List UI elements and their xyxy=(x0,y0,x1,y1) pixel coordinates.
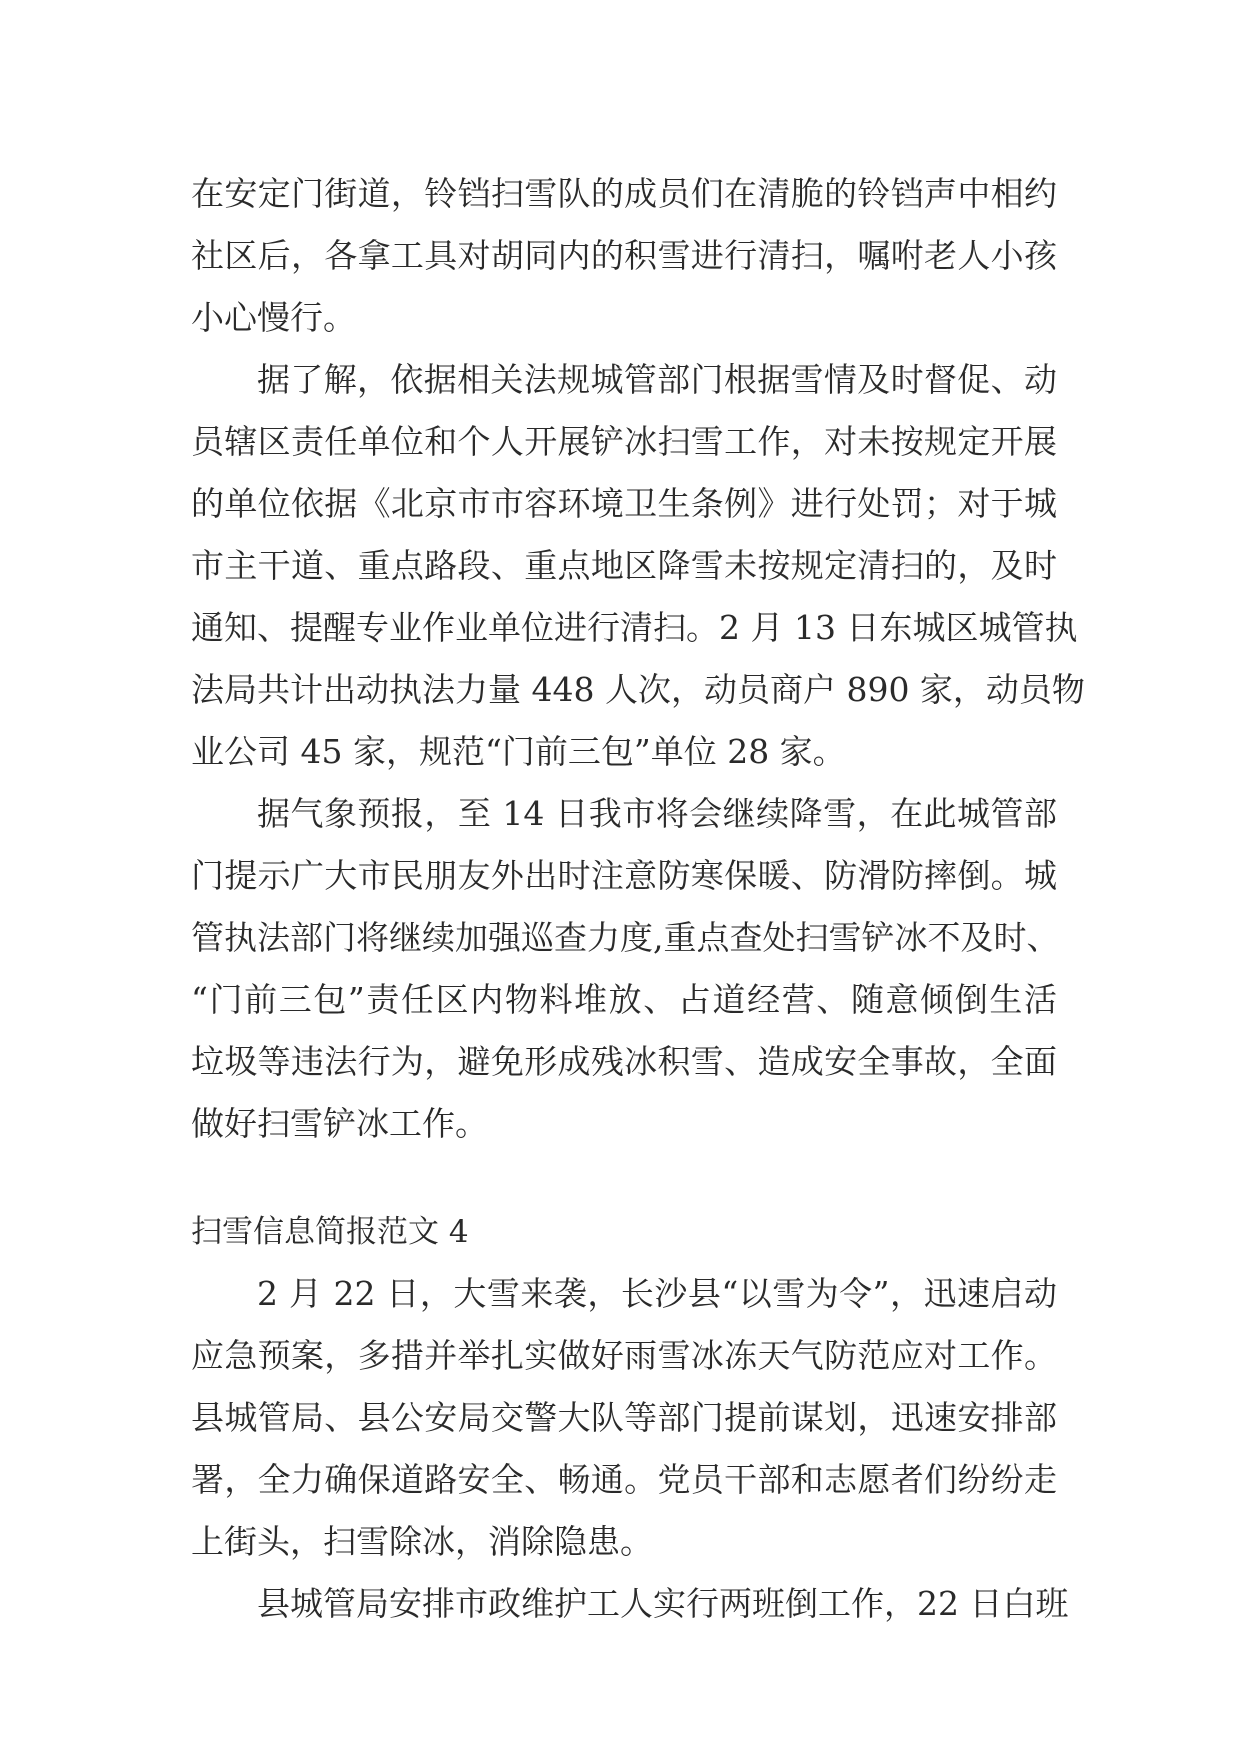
text-line: 据气象预报，至 14 日我市将会继续降雪，在此城管部 xyxy=(257,794,1057,833)
text-line: 据了解，依据相关法规城管部门根据雪情及时督促、动 xyxy=(257,360,1057,399)
text-line: 的单位依据《北京市市容环境卫生条例》进行处罚；对于城 xyxy=(191,484,1057,523)
paragraph xyxy=(191,163,1057,349)
text-line: 法局共计出动执法力量 448 人次，动员商户 890 家，动员物 xyxy=(191,670,1085,709)
section-gap xyxy=(191,1155,1057,1201)
section-heading: 扫雪信息简报范文 4 xyxy=(191,1214,469,1250)
text-line: 上街头，扫雪除冰，消除隐患。 xyxy=(191,1522,653,1561)
paragraph xyxy=(191,783,1060,1155)
text-line: 管执法部门将继续加强巡查力度,重点查处扫雪铲冰不及时、 xyxy=(191,918,1060,957)
text-line: 市主干道、重点路段、重点地区降雪未按规定清扫的，及时 xyxy=(191,546,1057,585)
paragraph xyxy=(191,349,1085,783)
text-line: 通知、提醒专业作业单位进行清扫。2 月 13 日东城区城管执 xyxy=(191,608,1078,647)
text-line: 县城管局、县公安局交警大队等部门提前谋划，迅速安排部 xyxy=(191,1398,1057,1437)
paragraph xyxy=(191,1573,1069,1635)
text-line: 应急预案，多措并举扎实做好雨雪冰冻天气防范应对工作。 xyxy=(191,1336,1057,1375)
text-line: 业公司 45 家，规范“门前三包”单位 28 家。 xyxy=(191,732,846,771)
text-line: 做好扫雪铲冰工作。 xyxy=(191,1104,488,1143)
text-line: “门前三包”责任区内物料堆放、占道经营、随意倾倒生活 xyxy=(191,980,1057,1019)
text-line: 垃圾等违法行为，避免形成残冰积雪、造成安全事故，全面 xyxy=(191,1042,1057,1081)
paragraph xyxy=(191,1263,1057,1573)
text-line: 署，全力确保道路安全、畅通。党员干部和志愿者们纷纷走 xyxy=(191,1460,1057,1499)
text-line: 小心慢行。 xyxy=(191,298,356,337)
text-line: 员辖区责任单位和个人开展铲冰扫雪工作，对未按规定开展 xyxy=(191,422,1057,461)
document-body xyxy=(191,163,1085,1635)
text-line: 在安定门街道，铃铛扫雪队的成员们在清脆的铃铛声中相约 xyxy=(191,174,1057,213)
text-line: 门提示广大市民朋友外出时注意防寒保暖、防滑防摔倒。城 xyxy=(191,856,1057,895)
text-line: 社区后，各拿工具对胡同内的积雪进行清扫，嘱咐老人小孩 xyxy=(191,236,1057,275)
text-line: 2 月 22 日，大雪来袭，长沙县“以雪为令”，迅速启动 xyxy=(257,1274,1057,1313)
text-line: 县城管局安排市政维护工人实行两班倒工作，22 日白班 xyxy=(257,1584,1069,1623)
